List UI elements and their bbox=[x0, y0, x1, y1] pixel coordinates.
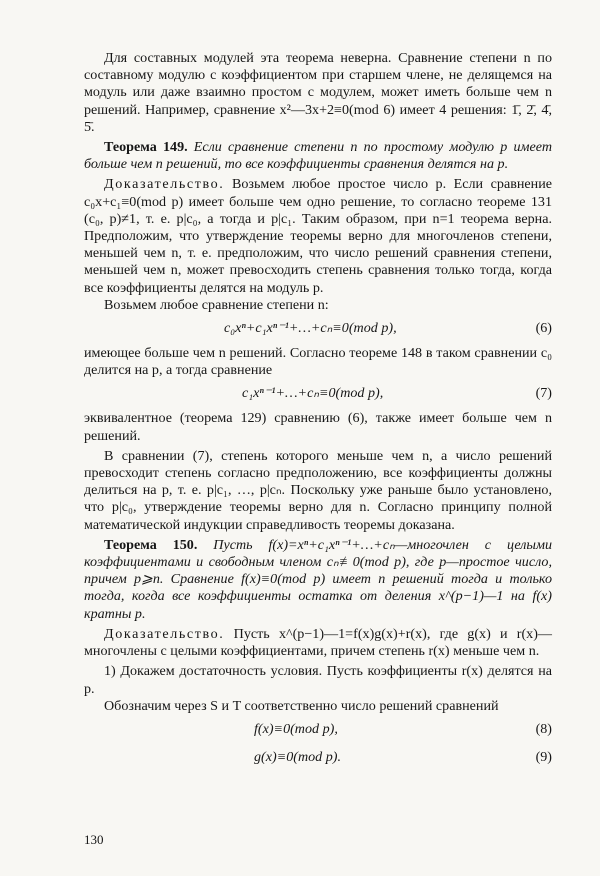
paragraph-1: Для составных модулей эта теорема неверна. Сравнение степени n по составному модулю с коэффициентом при старшем члене, не делящемся на модуль или даже взаимно простом с модулем, может иметь больше чем n решений. Например, сравнение x²—3x+2≡0(mod 6) имеет 4 решения: 1̄, 2̄, 4̄, 5̄. bbox=[84, 50, 552, 135]
paragraph-3: Возьмем любое сравнение степени n: bbox=[104, 296, 329, 313]
theorem-150 bbox=[84, 537, 552, 623]
equation-7-formula: c₁xⁿ⁻¹+…+cₙ≡0(mod p), bbox=[242, 385, 384, 402]
paragraph-5: эквивалентное (теорема 129) сравнению (6), также имеет больше чем n решений. bbox=[84, 410, 552, 444]
equation-7-number: (7) bbox=[535, 385, 552, 402]
theorem-149-label: Теорема 149. bbox=[104, 139, 188, 156]
page-number: 130 bbox=[84, 832, 104, 847]
equation-7 bbox=[84, 382, 552, 407]
paragraph-6: В сравнении (7), степень которого меньше чем n, а число решений превосходит степень согласно предположению, все коэффициенты должны делиться на p, т. е. p|c₁, …, p|cₙ. Поскольку уже раньше было установлено, что p|c₀, утверждение теоремы верно для n. Согласно принципу полной математической индукции справедливость теоремы доказана. bbox=[84, 447, 552, 533]
equation-6-number: (6) bbox=[535, 320, 552, 337]
equation-6 bbox=[84, 317, 552, 342]
paragraph-9: Обозначим через S и T соответственно число решений сравнений bbox=[104, 697, 499, 714]
theorem-149-text: Если сравнение степени n по простому модулю p имеет больше чем n решений, то все коэффициенты сравнения делятся на p. bbox=[84, 139, 552, 173]
proof-2-text: Пусть x^(p−1)—1=f(x)g(x)+r(x), где g(x) и r(x)—многочлены с целыми коэффициентами, причем степень r(x) меньше чем n. bbox=[84, 625, 552, 660]
equation-6-formula: c₀xⁿ+c₁xⁿ⁻¹+…+cₙ≡0(mod p), bbox=[224, 320, 397, 337]
theorem-150-label: Теорема 150. bbox=[104, 536, 198, 553]
proof-text: Возьмем любое простое число p. Если сравнение c₀x+c₁≡0(mod p) имеет больше чем одно решение, то согласно теореме 131 (c₀, p)≠1, т. е. p|c₀, а тогда и p|c₁. Таким образом, при n=1 теорема верна. Предположим, что утверждение теоремы верно для многочленов степени, меньшей чем n, т. е. предположим, что число решений сравнения степени, меньшей чем n, может превосходить степень сравнения только тогда, когда все коэффициенты делятся на модуль p. bbox=[84, 176, 552, 296]
equation-9 bbox=[84, 746, 552, 771]
equation-9-number: (9) bbox=[535, 748, 552, 765]
paragraph-8: 1) Докажем достаточность условия. Пусть коэффициенты r(x) делятся на p. bbox=[84, 663, 552, 697]
page-text bbox=[84, 50, 552, 774]
equation-9-formula: g(x)≡0(mod p). bbox=[254, 748, 341, 765]
proof-2-label: Доказательство. bbox=[104, 625, 225, 642]
proof-149 bbox=[84, 176, 552, 296]
equation-8-number: (8) bbox=[535, 720, 552, 737]
proof-label: Доказательство. bbox=[104, 176, 225, 193]
theorem-150-text: Пусть f(x)=xⁿ+c₁xⁿ⁻¹+…+cₙ—многочлен с целыми коэффициентами и свободным членом cₙ≢0(mod p), где p—простое число, причем p⩾n. Сравнение f(x)≡0(mod p) имеет n решений тогда и только тогда, когда все коэффициенты остатка от деления x^(p−1)—1 на f(x) кратны p. bbox=[84, 536, 553, 622]
equation-8 bbox=[84, 718, 552, 743]
proof-150 bbox=[84, 626, 552, 660]
theorem-149 bbox=[84, 139, 552, 173]
paragraph-4: имеющее больше чем n решений. Согласно теореме 148 в таком сравнении c₀ делится на p, а тогда сравнение bbox=[84, 345, 552, 379]
equation-8-formula: f(x)≡0(mod p), bbox=[254, 720, 338, 737]
